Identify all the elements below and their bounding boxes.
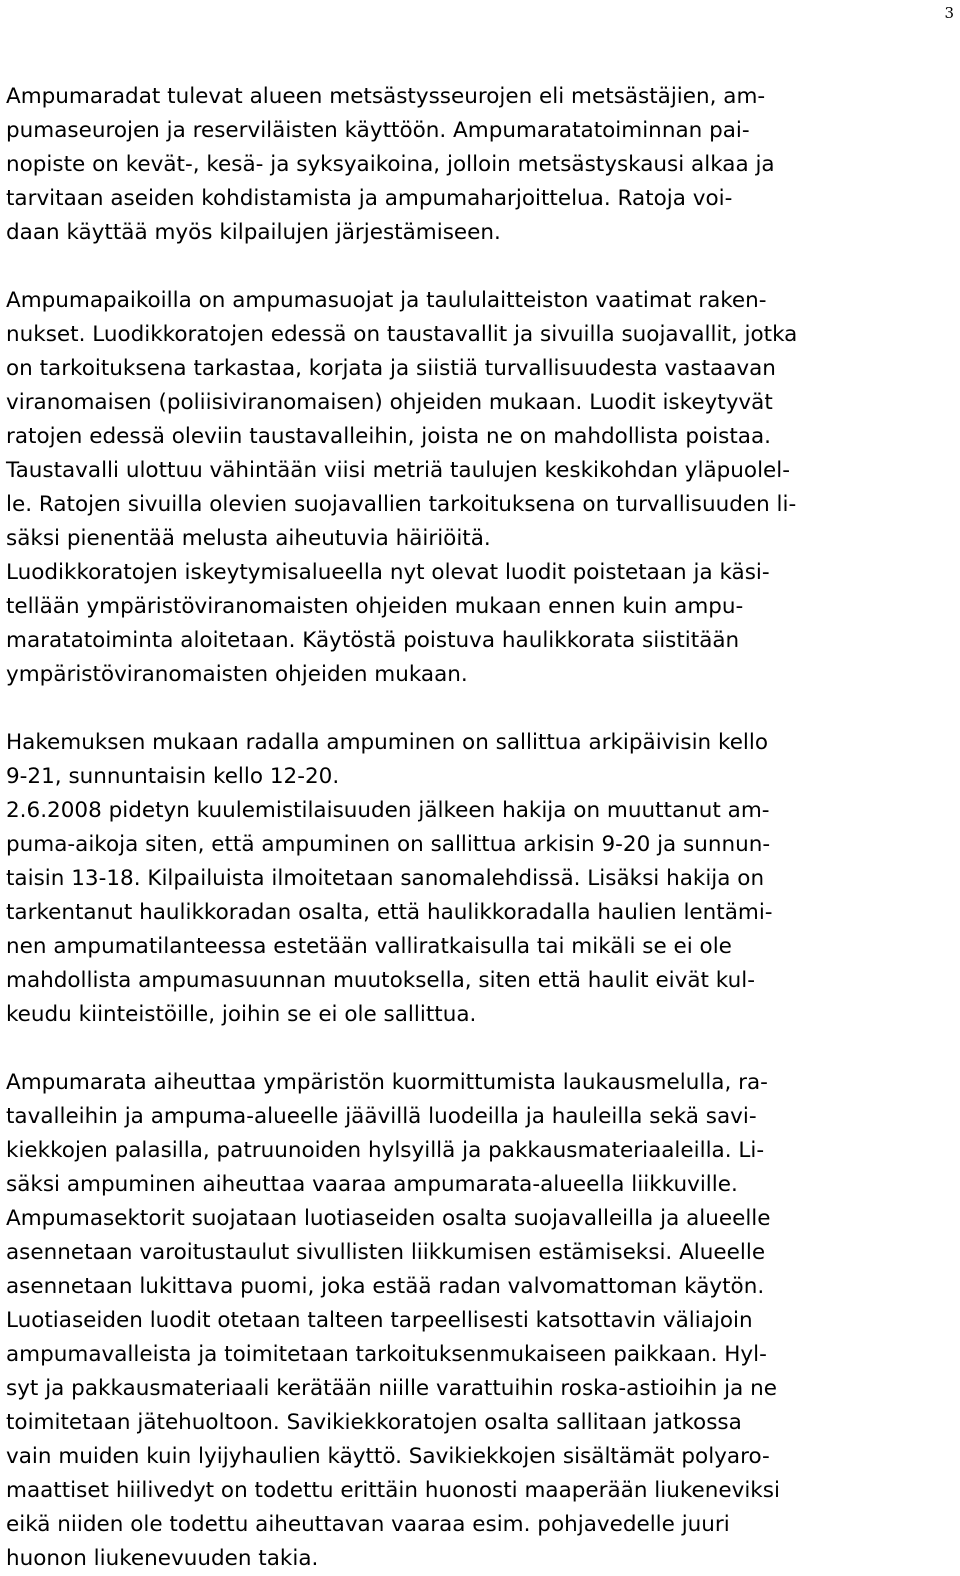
- text-line: Ampumarata aiheuttaa ympäristön kuormittumista laukausmelulla, ra-: [6, 1070, 768, 1095]
- text-line: huonon liukenevuuden takia.: [6, 1546, 319, 1571]
- text-line: toimitetaan jätehuoltoon. Savikiekkoratojen osalta sallitaan jatkossa: [6, 1410, 742, 1435]
- text-line: syt ja pakkausmateriaali kerätään niille varattuihin roska-astioihin ja ne: [6, 1376, 777, 1401]
- text-line: taisin 13-18. Kilpailuista ilmoitetaan sanomalehdissä. Lisäksi hakija on: [6, 866, 765, 891]
- text-line: tellään ympäristöviranomaisten ohjeiden mukaan ennen kuin ampu-: [6, 594, 744, 619]
- text-line: asennetaan lukittava puomi, joka estää radan valvomattoman käytön.: [6, 1274, 765, 1299]
- text-line: Hakemuksen mukaan radalla ampuminen on sallittua arkipäivisin kello: [6, 730, 769, 755]
- text-line: daan käyttää myös kilpailujen järjestämiseen.: [6, 220, 501, 245]
- paragraph-gap: [6, 692, 956, 726]
- text-line: Luodikkoratojen iskeytymisalueella nyt olevat luodit poistetaan ja käsi-: [6, 560, 770, 585]
- text-line: puma-aikoja siten, että ampuminen on sallittua arkisin 9-20 ja sunnun-: [6, 832, 771, 857]
- text-line: säksi ampuminen aiheuttaa vaaraa ampumarata-alueella liikkuville.: [6, 1172, 738, 1197]
- text-line: tarkentanut haulikkoradan osalta, että haulikkoradalla haulien lentämi-: [6, 900, 773, 925]
- text-line: Taustavalli ulottuu vähintään viisi metriä taulujen keskikohdan yläpuolel-: [6, 458, 791, 483]
- text-line: säksi pienentää melusta aiheutuvia häiriöitä.: [6, 526, 491, 551]
- paragraph-gap: [6, 1032, 956, 1066]
- document-body: [6, 80, 956, 1576]
- text-line: ampumavalleista ja toimitetaan tarkoituksenmukaiseen paikkaan. Hyl-: [6, 1342, 767, 1367]
- text-line: asennetaan varoitustaulut sivullisten liikkumisen estämiseksi. Alueelle: [6, 1240, 766, 1265]
- text-line: Ampumaradat tulevat alueen metsästysseurojen eli metsästäjien, am-: [6, 84, 766, 109]
- text-line: nopiste on kevät-, kesä- ja syksyaikoina, jolloin metsästyskausi alkaa ja: [6, 152, 775, 177]
- text-line: tarvitaan aseiden kohdistamista ja ampumaharjoittelua. Ratoja voi-: [6, 186, 733, 211]
- text-line: nen ampumatilanteessa estetään valliratkaisulla tai mikäli se ei ole: [6, 934, 732, 959]
- paragraph-hours: [6, 726, 956, 1032]
- text-line: maattiset hiilivedyt on todettu erittäin huonosti maaperään liukeneviksi: [6, 1478, 780, 1503]
- text-line: kiekkojen palasilla, patruunoiden hylsyillä ja pakkausmateriaaleilla. Li-: [6, 1138, 765, 1163]
- text-line: vain muiden kuin lyijyhaulien käyttö. Savikiekkojen sisältämät polyaro-: [6, 1444, 770, 1469]
- text-line: ratojen edessä oleviin taustavalleihin, joista ne on mahdollista poistaa.: [6, 424, 771, 449]
- paragraph-structures: [6, 284, 956, 692]
- paragraph-usage: [6, 80, 956, 250]
- text-line: tavalleihin ja ampuma-alueelle jäävillä luodeilla ja hauleilla sekä savi-: [6, 1104, 757, 1129]
- paragraph-environment: [6, 1066, 956, 1576]
- text-line: pumaseurojen ja reserviläisten käyttöön. Ampumaratatoiminnan pai-: [6, 118, 750, 143]
- paragraph-gap: [6, 250, 956, 284]
- text-line: nukset. Luodikkoratojen edessä on taustavallit ja sivuilla suojavallit, jotka: [6, 322, 798, 347]
- text-line: 9-21, sunnuntaisin kello 12-20.: [6, 764, 340, 789]
- text-line: Ampumapaikoilla on ampumasuojat ja taululaitteiston vaatimat raken-: [6, 288, 767, 313]
- text-line: Luotiaseiden luodit otetaan talteen tarpeellisesti katsottavin väliajoin: [6, 1308, 753, 1333]
- text-line: eikä niiden ole todettu aiheuttavan vaaraa esim. pohjavedelle juuri: [6, 1512, 730, 1537]
- text-line: ympäristöviranomaisten ohjeiden mukaan.: [6, 662, 468, 687]
- text-line: le. Ratojen sivuilla olevien suojavallien tarkoituksena on turvallisuuden li-: [6, 492, 797, 517]
- text-line: maratatoiminta aloitetaan. Käytöstä poistuva haulikkorata siistitään: [6, 628, 740, 653]
- text-line: viranomaisen (poliisiviranomaisen) ohjeiden mukaan. Luodit iskeytyvät: [6, 390, 773, 415]
- page-number: 3: [944, 4, 954, 22]
- text-line: on tarkoituksena tarkastaa, korjata ja siistiä turvallisuudesta vastaavan: [6, 356, 776, 381]
- text-line: Ampumasektorit suojataan luotiaseiden osalta suojavalleilla ja alueelle: [6, 1206, 771, 1231]
- text-line: keudu kiinteistöille, joihin se ei ole sallittua.: [6, 1002, 477, 1027]
- text-line: mahdollista ampumasuunnan muutoksella, siten että haulit eivät kul-: [6, 968, 755, 993]
- text-line: 2.6.2008 pidetyn kuulemistilaisuuden jälkeen hakija on muuttanut am-: [6, 798, 770, 823]
